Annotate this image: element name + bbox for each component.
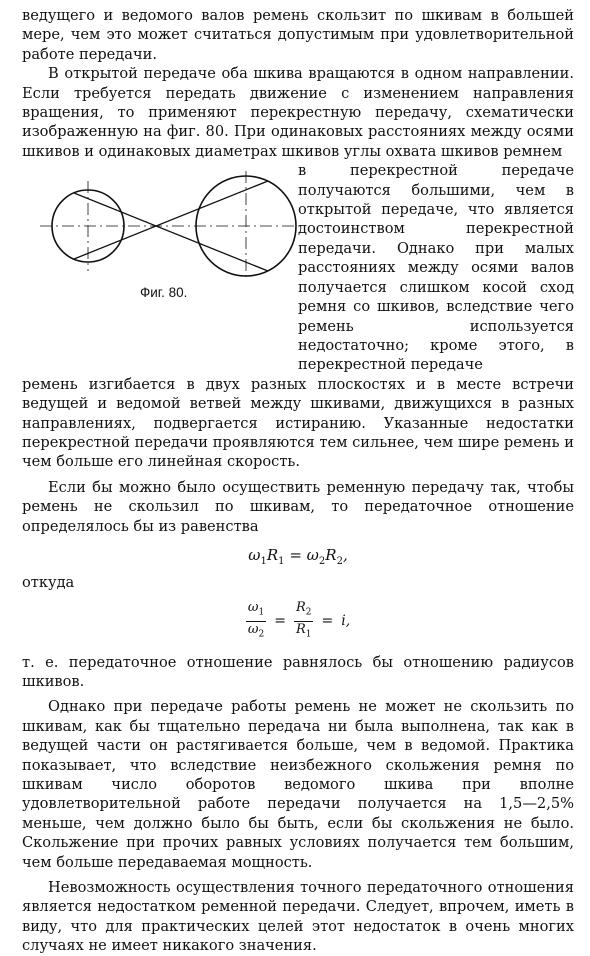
- fraction-omega: $\frac{\omega_1}{\omega_2}$: [247, 600, 265, 640]
- crossed-belt-diagram: [36, 171, 306, 283]
- figure-80: [36, 171, 306, 311]
- paragraph-crossed-belt-bottom: ремень изгибается в двух разных плоскостях и в месте встречи ведущей и ведомой ветвей между шкивами, движущихся в разных направлениях, подвергается истиранию. Указанные недостатки перекрестной передачи проявляются тем сильнее, чем шире ремень и чем больше его линейная скорость.: [22, 375, 574, 471]
- page: [22, 6, 574, 956]
- figure-caption: Фиг. 80.: [140, 285, 188, 300]
- paragraph-ratio-meaning: т. е. передаточное отношение равнялось бы отношению радиусов шкивов.: [22, 653, 574, 690]
- word-otkuda: откуда: [22, 573, 75, 591]
- paragraph-slip: Однако при передаче работы ремень не может не скользить по шкивам, как бы тщательно передача ни была выполнена, так как в ведущей части он растягивается больше, чем в ведомой. Практика показывает, что вследствие неизбежного скольжения ремня по шкивам число оборотов ведомого шкива при вполне удовлетворительной работе передачи получается на 1,5—2,5% меньше, чем должно было бы быть, если бы скольжения не было. Скольжение при прочих равных условиях получается тем большим, чем больше передаваемая мощность.: [22, 698, 574, 871]
- formula-ratio: $\frac{\omega_1}{\omega_2}$ = $\frac{R_2}{R_1}$ = i,: [22, 600, 574, 642]
- paragraph-crossed-belt-side: в перекрестной передаче получаются большими, чем в открытой передаче, что является достоинством перекрестной передачи. Однако при малых расстояниях между осями валов получается слишком косой сход ремня со шкивов, вследствие чего ремень используется недостаточно; кроме этого, в перекрестной передаче: [298, 162, 574, 374]
- fraction-radius: $\frac{R_2}{R_1}$: [295, 600, 312, 640]
- paragraph-no-slip: Если бы можно было осуществить ременную передачу так, чтобы ремень не скользил по шкивам, то передаточное отношение определялось бы из равенства: [22, 478, 574, 535]
- paragraph-conclusion: Невозможность осуществления точного передаточного отношения является недостатком ременной передачи. Следует, впрочем, иметь в виду, что для практических целей этот недостаток в очень многих случаях не имеет никакого значения.: [22, 879, 574, 955]
- paragraph-crossed-belt-top: В открытой передаче оба шкива вращаются в одном направлении. Если требуется передать движение с изменением направления вращения, то применяют перекрестную передачу, схематически изображенную на фиг. 80. При одинаковых расстояниях между осями шкивов и одинаковых диаметрах шкивов углы охвата шкивов ремнем: [22, 65, 574, 160]
- formula-equality: $\omega_1R_1 = \omega_2R_2$,: [248, 545, 348, 567]
- paragraph-intro: ведущего и ведомого валов ремень скользит по шкивам в большей мере, чем это может считаться допустимым при удовлетворительной работе передачи.: [22, 7, 574, 63]
